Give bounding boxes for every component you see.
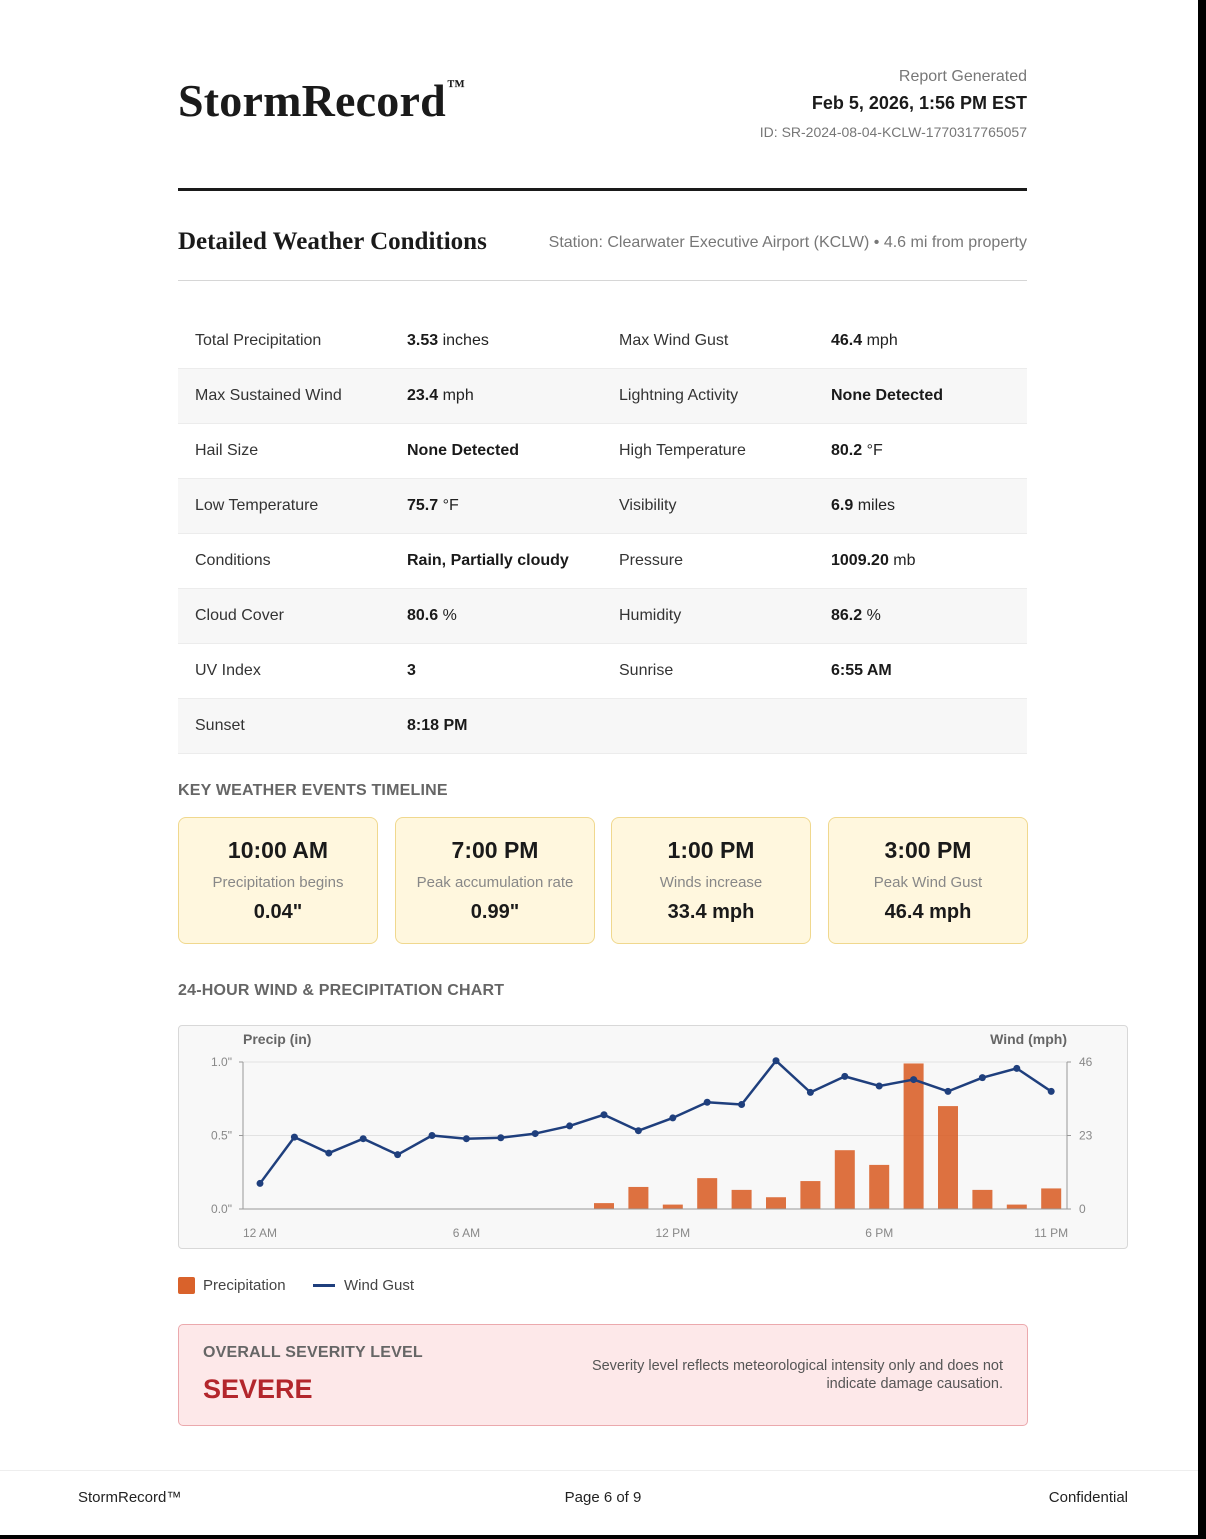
footer-brand: StormRecord™ bbox=[78, 1489, 182, 1506]
condition-label: Pressure bbox=[602, 534, 814, 589]
condition-row bbox=[178, 479, 1027, 534]
condition-value bbox=[814, 534, 1027, 589]
legend-wind-label: Wind Gust bbox=[344, 1277, 415, 1294]
precip-bar bbox=[869, 1165, 889, 1209]
precip-bar bbox=[1007, 1205, 1027, 1209]
condition-value bbox=[814, 699, 1027, 754]
condition-value bbox=[390, 534, 602, 589]
wind-gust-point bbox=[532, 1130, 539, 1137]
chart-svg bbox=[179, 1026, 1127, 1248]
condition-value-number: 1009.20 bbox=[831, 552, 889, 569]
wind-gust-point bbox=[463, 1135, 470, 1142]
precip-bar bbox=[938, 1106, 958, 1209]
wind-precip-chart bbox=[178, 1025, 1128, 1249]
wind-gust-point bbox=[669, 1114, 676, 1121]
condition-label: Lightning Activity bbox=[602, 369, 814, 424]
condition-value-number: 6.9 bbox=[831, 497, 854, 514]
event-value: 0.99" bbox=[470, 901, 520, 923]
event-time: 1:00 PM bbox=[667, 837, 755, 863]
condition-value bbox=[390, 479, 602, 534]
condition-unit: mph bbox=[438, 387, 474, 404]
condition-row bbox=[178, 369, 1027, 424]
condition-value-number: 8:18 PM bbox=[407, 717, 468, 734]
page-footer bbox=[0, 1470, 1198, 1531]
x-tick-label: 12 AM bbox=[242, 1226, 278, 1240]
wind-gust-point bbox=[601, 1111, 608, 1118]
condition-unit: mph bbox=[862, 332, 898, 349]
condition-value bbox=[390, 369, 602, 424]
x-tick-label: 12 PM bbox=[655, 1226, 691, 1240]
condition-value bbox=[390, 589, 602, 644]
precip-bar bbox=[594, 1203, 614, 1209]
condition-row bbox=[178, 314, 1027, 369]
condition-label: Visibility bbox=[602, 479, 814, 534]
left-tick-label: 0.0" bbox=[211, 1202, 232, 1216]
precip-bar bbox=[1041, 1188, 1061, 1209]
right-tick-label: 46 bbox=[1079, 1055, 1093, 1069]
condition-value bbox=[814, 369, 1027, 424]
x-tick-label: 6 PM bbox=[865, 1226, 894, 1240]
condition-unit: °F bbox=[438, 497, 459, 514]
event-time: 7:00 PM bbox=[451, 837, 539, 863]
condition-value bbox=[814, 479, 1027, 534]
condition-value bbox=[814, 424, 1027, 479]
condition-value-number: 23.4 bbox=[407, 387, 439, 404]
timeline-title: KEY WEATHER EVENTS TIMELINE bbox=[178, 782, 448, 799]
event-value: 46.4 mph bbox=[884, 901, 972, 923]
precip-bar bbox=[800, 1181, 820, 1209]
condition-label: Total Precipitation bbox=[178, 314, 390, 369]
logo-text: StormRecord bbox=[178, 75, 446, 126]
condition-row bbox=[178, 424, 1027, 479]
wind-gust-line bbox=[260, 1061, 1051, 1184]
condition-value-number: 86.2 bbox=[831, 607, 863, 624]
condition-value bbox=[814, 589, 1027, 644]
report-date: Feb 5, 2026, 1:56 PM EST bbox=[811, 93, 1027, 113]
condition-unit: % bbox=[438, 607, 457, 624]
condition-value bbox=[390, 424, 602, 479]
chart-title: 24-HOUR WIND & PRECIPITATION CHART bbox=[178, 982, 505, 999]
condition-value-number: 46.4 bbox=[831, 332, 863, 349]
severity-level: SEVERE bbox=[203, 1374, 313, 1404]
page-frame-right bbox=[1198, 0, 1206, 1539]
right-tick-label: 0 bbox=[1079, 1202, 1086, 1216]
section-header bbox=[178, 228, 1027, 281]
precip-bar bbox=[835, 1150, 855, 1209]
events-timeline bbox=[178, 817, 1027, 944]
event-card bbox=[395, 817, 595, 944]
condition-unit: miles bbox=[853, 497, 896, 514]
wind-gust-point bbox=[1013, 1065, 1020, 1072]
event-value: 33.4 mph bbox=[667, 901, 755, 923]
page-frame-bottom bbox=[0, 1535, 1206, 1539]
condition-label: Max Wind Gust bbox=[602, 314, 814, 369]
conditions-table bbox=[178, 314, 1027, 754]
condition-unit: % bbox=[862, 607, 881, 624]
legend-precip-label: Precipitation bbox=[203, 1277, 286, 1294]
condition-value-number: 6:55 AM bbox=[831, 662, 892, 679]
wind-gust-point bbox=[360, 1135, 367, 1142]
report-id: ID: SR-2024-08-04-KCLW-1770317765057 bbox=[759, 124, 1027, 140]
wind-gust-point bbox=[394, 1151, 401, 1158]
severity-label: OVERALL SEVERITY LEVEL bbox=[203, 1344, 423, 1361]
precip-bar bbox=[663, 1205, 683, 1209]
condition-value-number: None Detected bbox=[407, 442, 520, 459]
wind-gust-point bbox=[876, 1082, 883, 1089]
event-card bbox=[178, 817, 378, 944]
section-title: Detailed Weather Conditions bbox=[178, 228, 487, 255]
condition-label: Sunset bbox=[178, 699, 390, 754]
left-axis-title: Precip (in) bbox=[243, 1031, 312, 1047]
condition-value-number: None Detected bbox=[831, 387, 944, 404]
wind-gust-point bbox=[257, 1180, 264, 1187]
condition-row bbox=[178, 644, 1027, 699]
condition-value bbox=[814, 314, 1027, 369]
wind-gust-point bbox=[773, 1057, 780, 1064]
report-meta bbox=[760, 68, 1027, 140]
condition-label: Conditions bbox=[178, 534, 390, 589]
wind-gust-point bbox=[325, 1150, 332, 1157]
event-card bbox=[828, 817, 1028, 944]
event-desc: Precipitation begins bbox=[212, 874, 344, 891]
condition-label: Cloud Cover bbox=[178, 589, 390, 644]
x-tick-label: 11 PM bbox=[1034, 1226, 1069, 1240]
left-tick-label: 0.5" bbox=[211, 1128, 232, 1143]
right-axis-title: Wind (mph) bbox=[990, 1031, 1067, 1047]
condition-value bbox=[390, 644, 602, 699]
precip-bar bbox=[972, 1190, 992, 1209]
wind-gust-point bbox=[497, 1134, 504, 1141]
right-tick-label: 23 bbox=[1079, 1128, 1093, 1143]
condition-label: Low Temperature bbox=[178, 479, 390, 534]
condition-row bbox=[178, 534, 1027, 589]
report-header bbox=[178, 60, 1027, 191]
condition-unit: °F bbox=[862, 442, 883, 459]
footer-confidential: Confidential bbox=[1048, 1489, 1128, 1506]
wind-gust-point bbox=[979, 1074, 986, 1081]
wind-gust-point bbox=[291, 1134, 298, 1141]
wind-gust-point bbox=[910, 1076, 917, 1083]
condition-label: Hail Size bbox=[178, 424, 390, 479]
condition-label: Sunrise bbox=[602, 644, 814, 699]
severity-panel bbox=[178, 1324, 1028, 1426]
event-desc: Peak Wind Gust bbox=[873, 874, 983, 891]
event-desc: Winds increase bbox=[659, 874, 763, 891]
wind-gust-point bbox=[807, 1089, 814, 1096]
condition-row bbox=[178, 699, 1027, 754]
event-time: 3:00 PM bbox=[884, 837, 972, 863]
event-value: 0.04" bbox=[253, 901, 303, 923]
condition-value-number: Rain, Partially cloudy bbox=[407, 552, 569, 569]
wind-gust-point bbox=[429, 1132, 436, 1139]
wind-gust-point bbox=[635, 1127, 642, 1134]
condition-value-number: 75.7 bbox=[407, 497, 439, 514]
condition-value-number: 3 bbox=[407, 662, 416, 679]
report-generated-label: Report Generated bbox=[898, 68, 1027, 85]
left-tick-label: 1.0" bbox=[211, 1055, 232, 1069]
condition-unit: mb bbox=[888, 552, 916, 569]
wind-gust-point bbox=[841, 1073, 848, 1080]
wind-gust-point bbox=[704, 1099, 711, 1106]
condition-label: UV Index bbox=[178, 644, 390, 699]
condition-label: Max Sustained Wind bbox=[178, 369, 390, 424]
wind-swatch bbox=[313, 1284, 335, 1287]
footer-page-number: Page 6 of 9 bbox=[564, 1489, 642, 1506]
precip-bar bbox=[732, 1190, 752, 1209]
precip-swatch bbox=[178, 1277, 195, 1294]
severity-note: Severity level reflects meteorological intensity only and does not indicate damage causation. bbox=[591, 1358, 1003, 1392]
precip-bar bbox=[628, 1187, 648, 1209]
condition-row bbox=[178, 589, 1027, 644]
condition-label: Humidity bbox=[602, 589, 814, 644]
condition-value bbox=[390, 314, 602, 369]
precip-bar bbox=[904, 1063, 924, 1209]
condition-value-number: 80.6 bbox=[407, 607, 439, 624]
wind-gust-point bbox=[945, 1088, 952, 1095]
condition-value bbox=[390, 699, 602, 754]
condition-label: High Temperature bbox=[602, 424, 814, 479]
wind-gust-point bbox=[566, 1122, 573, 1129]
precip-bar bbox=[697, 1178, 717, 1209]
station-info: Station: Clearwater Executive Airport (KCLW) • 4.6 mi from property bbox=[548, 234, 1027, 251]
precip-bar bbox=[766, 1197, 786, 1209]
trademark-mark: ™ bbox=[446, 75, 466, 96]
condition-label bbox=[602, 699, 814, 754]
condition-value-number: 80.2 bbox=[831, 442, 863, 459]
logo bbox=[178, 74, 465, 127]
wind-gust-point bbox=[1048, 1088, 1055, 1095]
wind-gust-point bbox=[738, 1101, 745, 1108]
x-tick-label: 6 AM bbox=[452, 1226, 481, 1240]
event-time: 10:00 AM bbox=[227, 837, 329, 863]
event-card bbox=[611, 817, 811, 944]
event-desc: Peak accumulation rate bbox=[416, 874, 574, 891]
condition-unit: inches bbox=[438, 332, 489, 349]
condition-value bbox=[814, 644, 1027, 699]
condition-value-number: 3.53 bbox=[407, 332, 439, 349]
